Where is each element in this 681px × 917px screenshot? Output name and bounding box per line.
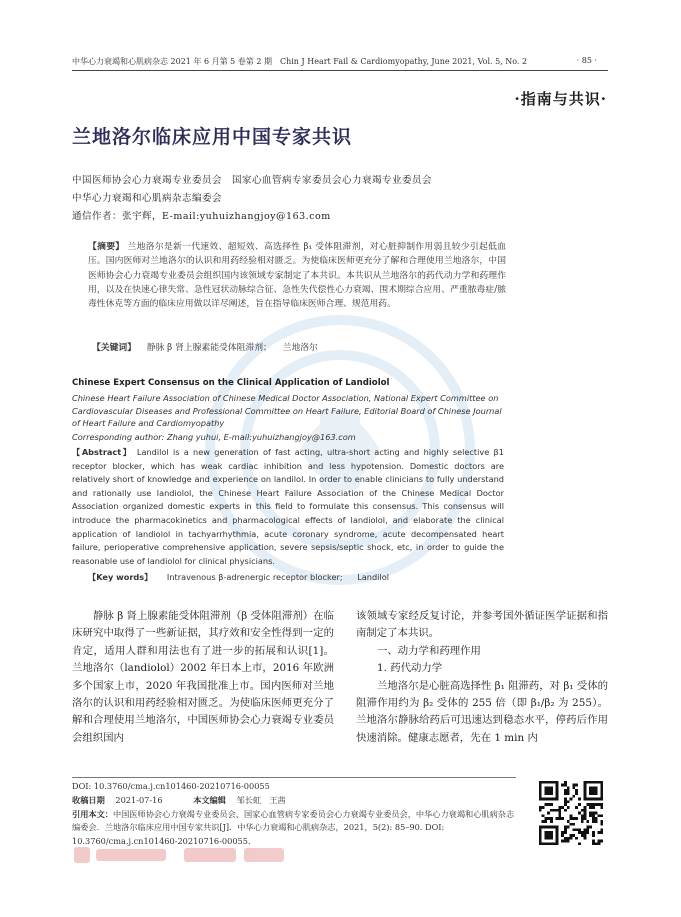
keywords-cn-label: 【关键词】	[92, 343, 136, 353]
received-date: 2021-07-16	[115, 795, 163, 805]
author-line-2: 中华心力衰竭和心肌病杂志编委会	[72, 193, 223, 204]
english-title: Chinese Expert Consensus on the Clinical Application of Landiolol	[72, 378, 390, 388]
english-affiliation: Chinese Heart Failure Association of Chinese Medical Doctor Association, National Expert Committee on Cardiovascular Diseases and Professional Committee on Heart Failure, Editorial Board of Chinese Journal of Heart Failure and Cardiomyopathy	[72, 393, 502, 428]
received-line	[72, 794, 286, 807]
keyword-cn-2: 兰地洛尔	[282, 343, 318, 353]
body-paragraph: 静脉 β 肾上腺素能受体阻滞剂（β 受体阻滞剂）在临床研究中取得了一些新证据，其疗效和安全性得到一定的肯定，适用人群和用法也有了进一步的拓展和认识[1]。兰地洛尔（landiolol）2002 年日本上市，2016 年欧洲多个国家上市，2020 年我国批准上市。国内医师对兰地洛尔的认识和用药经验相对匮乏。为使临床医师更充分了解和合理使用兰地洛尔，中国医师协会心力衰竭专业委员会组织国内	[72, 610, 334, 744]
abstract-cn	[88, 240, 506, 311]
keyword-cn-1: 静脉 β 肾上腺素能受体阻滞剂；	[146, 343, 272, 353]
page-number: · 85 ·	[576, 56, 597, 65]
english-keywords	[88, 572, 401, 583]
keywords-cn	[92, 340, 326, 353]
english-keyword-2: Landilol	[357, 572, 390, 582]
publisher-stamp-icon	[72, 843, 322, 867]
section-heading-2: 1. 药代动力学	[377, 662, 443, 675]
citation-text: 中国医师协会心力衰竭专业委员会，国家心血管病专家委员会心力衰竭专业委员会，中华心力衰竭和心肌病杂志编委会．兰地洛尔临床应用中国专家共识[J]．中华心力衰竭和心肌病杂志，2021，5(2): 85–90. DOI: 10.3760/cma.j.cn101460-20210716-00055.	[72, 809, 515, 846]
english-keywords-label: 【Key words】	[88, 572, 153, 582]
doi-line: DOI: 10.3760/cma.j.cn101460-20210716-00055	[72, 781, 270, 791]
author-line-1: 中国医师协会心力衰竭专业委员会 国家心血管病专家委员会心力衰竭专业委员会	[72, 175, 433, 186]
paper-title: 兰地洛尔临床应用中国专家共识	[72, 126, 353, 148]
english-corresponding: Corresponding author: Zhang yuhui, E-mail:yuhuizhangjoy@163.com	[72, 432, 356, 442]
footer-rule	[72, 777, 516, 778]
body-column-right	[356, 608, 608, 747]
received-label: 收稿日期	[72, 795, 105, 805]
section-heading-1: 一、动力学和药理作用	[377, 644, 481, 657]
body-column-left	[72, 608, 334, 747]
section-tag: ·指南与共识·	[514, 90, 607, 108]
body-paragraph-continued: 该领域专家经反复讨论，并参考国外循证医学证据和指南制定了本共识。	[356, 610, 608, 640]
running-header: 中华心力衰竭和心肌病杂志 2021 年 6 月第 5 卷第 2 期 Chin J Heart Fail & Cardiomyopathy, June 2021, Vol. 5, No. 2	[72, 57, 528, 66]
corresponding-author: 通信作者：张宇辉，E-mail:yuhuizhangjoy@163.com	[72, 211, 331, 222]
header-rule	[72, 70, 608, 71]
english-keyword-1: Intravenous β-adrenergic receptor blocker;	[166, 572, 343, 582]
editor-label: 本文编辑	[193, 795, 226, 805]
citation-label: 引用本文：	[72, 809, 113, 819]
abstract-cn-text: 兰地洛尔是新一代速效、超短效、高选择性 β₁ 受体阻滞剂，对心脏抑制作用弱且较少引起低血压。国内医师对兰地洛尔的认识和用药经验相对匮乏。为使临床医师更充分了解和合理使用兰地洛尔，中国医师协会心力衰竭专业委员会组织国内该领域专家制定了本共识。本共识从兰地洛尔的药代动力学和药理作用，以及在快速心律失常、急性冠状动脉综合征、急性失代偿性心力衰竭、围术期综合应用、严重脓毒症/脓毒性休克等方面的临床应用做以详尽阐述，旨在指导临床医师合理、规范用药。	[88, 242, 506, 310]
editor-names: 邹长虹 王茜	[236, 795, 286, 805]
english-abstract-text: Landilol is a new generation of fast acting, ultra-short acting and highly selective β1 receptor blocker, which has weak cardiac inhibition and less hypotension. Domestic doctors are relatively short of knowledge and experience on landilol. In order to enable clinicians to fully understand and rationally use landiolol, the Chinese Heart Failure Association of the Chinese Medical Doctor Association organized domestic experts in this field to formulate this consensus. This consensus will introduce the pharmacokinetics and pharmacological effects of landiolol, and elaborate the clinical application of landiolol in tachyarrhythmia, acute coronary syndrome, acute decompensated heart failure, perioperative comprehensive application, severe sepsis/septic shock, etc, in order to guide the reasonable use of landiolol for clinical physicians.	[72, 447, 504, 566]
english-abstract	[72, 446, 504, 568]
abstract-cn-label: 【摘要】	[88, 242, 125, 252]
english-abstract-label: 【Abstract】	[72, 447, 133, 457]
body-paragraph: 兰地洛尔是心脏高选择性 β₁ 阻滞药，对 β₁ 受体的阻滞作用约为 β₂ 受体的 255 倍（即 β₁/β₂ 为 255）。兰地洛尔静脉给药后可迅速达到稳态水平，停药后作用快速消除。健康志愿者，先在 1 min 内	[356, 679, 608, 744]
qr-code-icon	[536, 778, 606, 848]
